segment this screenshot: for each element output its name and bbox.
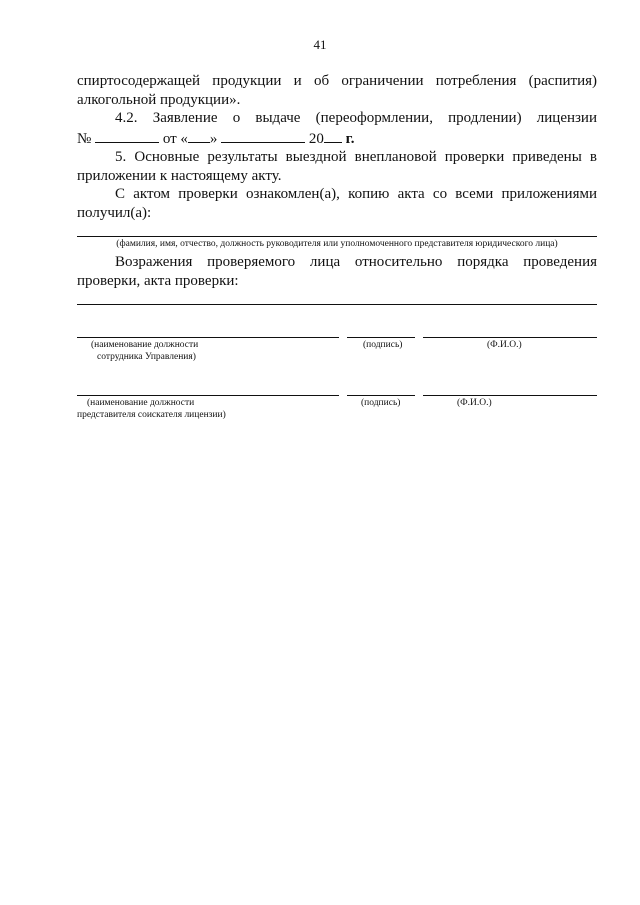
signature-label: (подпись) bbox=[361, 398, 401, 408]
paragraph-line: спиртосодержащей продукции и об ограничении потребления (распития) bbox=[77, 73, 597, 89]
signature-label: (подпись) bbox=[363, 340, 403, 350]
fio-label: (Ф.И.О.) bbox=[457, 398, 492, 408]
fio-name-line bbox=[423, 395, 597, 396]
year-prefix: 20 bbox=[308, 130, 324, 147]
paragraph-line: Возражения проверяемого лица относительно порядка проведения bbox=[115, 254, 597, 270]
paragraph-line: С актом проверки ознакомлен(а), копию акта со всеми приложениями bbox=[115, 186, 597, 202]
signature-line bbox=[347, 395, 415, 396]
from-label: от « bbox=[162, 130, 188, 147]
month-blank bbox=[221, 128, 305, 143]
signature-block-applicant bbox=[77, 395, 597, 459]
signature-block-employee bbox=[77, 337, 597, 401]
paragraph-line: приложении к настоящему акту. bbox=[77, 167, 282, 184]
position-line bbox=[77, 395, 339, 396]
paragraph-line: получил(а): bbox=[77, 204, 152, 221]
objections-line bbox=[77, 304, 597, 305]
number-sign: № bbox=[77, 130, 92, 147]
signature-line bbox=[347, 337, 415, 338]
paragraph-line: алкогольной продукции». bbox=[77, 91, 241, 108]
quote-close: » bbox=[209, 130, 218, 147]
license-application-line bbox=[77, 128, 597, 149]
fio-name-line bbox=[423, 337, 597, 338]
fio-line bbox=[77, 236, 597, 237]
position-label: (наименование должности сотрудника Управления) bbox=[91, 340, 199, 362]
day-blank bbox=[188, 128, 210, 143]
position-label: (наименование должности представителя соискателя лицензии) bbox=[77, 398, 226, 420]
year-suffix: г. bbox=[345, 130, 355, 147]
fio-label: (Ф.И.О.) bbox=[487, 340, 522, 350]
paragraph-line: 4.2. Заявление о выдаче (переоформлении, продлении) лицензии bbox=[115, 110, 597, 126]
paragraph-line: 5. Основные результаты выездной внеплановой проверки приведены в bbox=[115, 149, 597, 165]
fio-caption: (фамилия, имя, отчество, должность руководителя или уполномоченного представителя юридического лица) bbox=[116, 239, 558, 249]
page-number: 41 bbox=[313, 37, 327, 52]
document-body bbox=[77, 72, 597, 459]
number-blank bbox=[95, 128, 159, 143]
paragraph-line: проверки, акта проверки: bbox=[77, 272, 239, 289]
position-line bbox=[77, 337, 339, 338]
year-blank bbox=[324, 128, 342, 143]
